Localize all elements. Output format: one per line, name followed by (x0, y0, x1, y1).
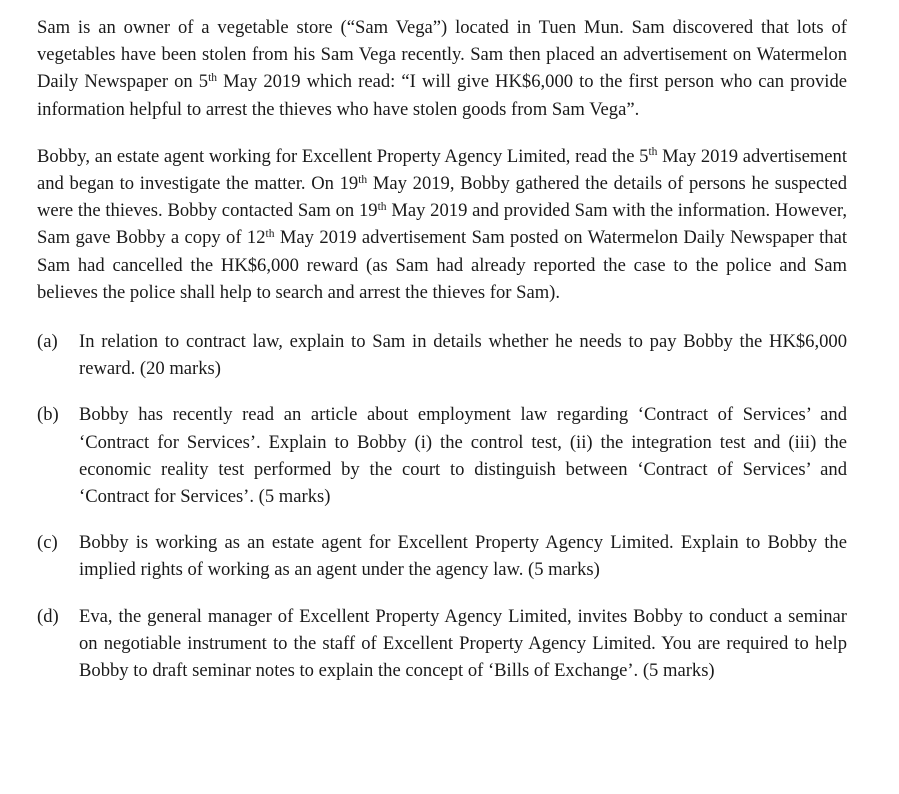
ordinal-suffix: th (358, 173, 368, 186)
question-text: Bobby is working as an estate agent for Excellent Property Agency Limited. Explain to Bobby the implied rights of working as an agent under the agency law. (5 marks) (79, 532, 847, 581)
ordinal-suffix: th (208, 72, 218, 85)
question-label: (a) (37, 331, 58, 353)
ordinal-suffix: th (377, 200, 387, 213)
question-d (37, 603, 847, 685)
ordinal-suffix: th (648, 146, 658, 159)
question-a (37, 328, 847, 382)
text-run: May 2019 advertisement and began to investigate the matter. On 19 (37, 145, 847, 195)
text-run: Sam is an owner of a vegetable store (“Sam Vega”) located in Tuen Mun. Sam discovered that lots of vegetables have been stolen from his Sam Vega recently. Sam then placed an advertisement on Watermelon Daily Newspaper on 5 (37, 17, 847, 93)
question-label: (c) (37, 532, 58, 554)
question-text: In relation to contract law, explain to Sam in details whether he needs to pay Bobby the HK$6,000 reward. (20 marks) (79, 331, 847, 380)
question-b (37, 401, 847, 510)
ordinal-suffix: th (265, 228, 275, 241)
document-page (37, 14, 847, 684)
question-label: (b) (37, 404, 59, 426)
text-run: May 2019 advertisement Sam posted on Watermelon Daily Newspaper that Sam had cancelled the HK$6,000 reward (as Sam had already reported the case to the police and Sam believes the police shall help to search and arrest the thieves for Sam). (37, 227, 847, 303)
text-run: Bobby, an estate agent working for Excellent Property Agency Limited, read the 5 (37, 145, 649, 167)
question-label: (d) (37, 605, 59, 627)
question-c (37, 529, 847, 583)
paragraph-2 (37, 143, 847, 306)
text-run: May 2019, Bobby gathered the details of persons he suspected were the thieves. Bobby contacted Sam on 19 (37, 173, 847, 222)
case-facts (37, 14, 847, 306)
text-run: May 2019 and provided Sam with the information. However, Sam gave Bobby a copy of 12 (37, 200, 847, 249)
text-run: May 2019 which read: “I will give HK$6,000 to the first person who can provide information helpful to arrest the thieves who have stolen goods from Sam Vega”. (37, 71, 847, 120)
question-text: Eva, the general manager of Excellent Property Agency Limited, invites Bobby to conduct a seminar on negotiable instrument to the staff of Excellent Property Agency Limited. You are required to help Bobby to draft seminar notes to explain the concept of ‘Bills of Exchange’. (5 marks) (79, 605, 847, 682)
question-list (37, 328, 847, 684)
question-text: Bobby has recently read an article about employment law regarding ‘Contract of Services’ and ‘Contract for Services’. Explain to Bobby (i) the control test, (ii) the integration test and (iii) the economic reality test performed by the court to distinguish between ‘Contract of Services’ and ‘Contract for Services’. (5 marks) (79, 404, 847, 508)
paragraph-1 (37, 14, 847, 123)
